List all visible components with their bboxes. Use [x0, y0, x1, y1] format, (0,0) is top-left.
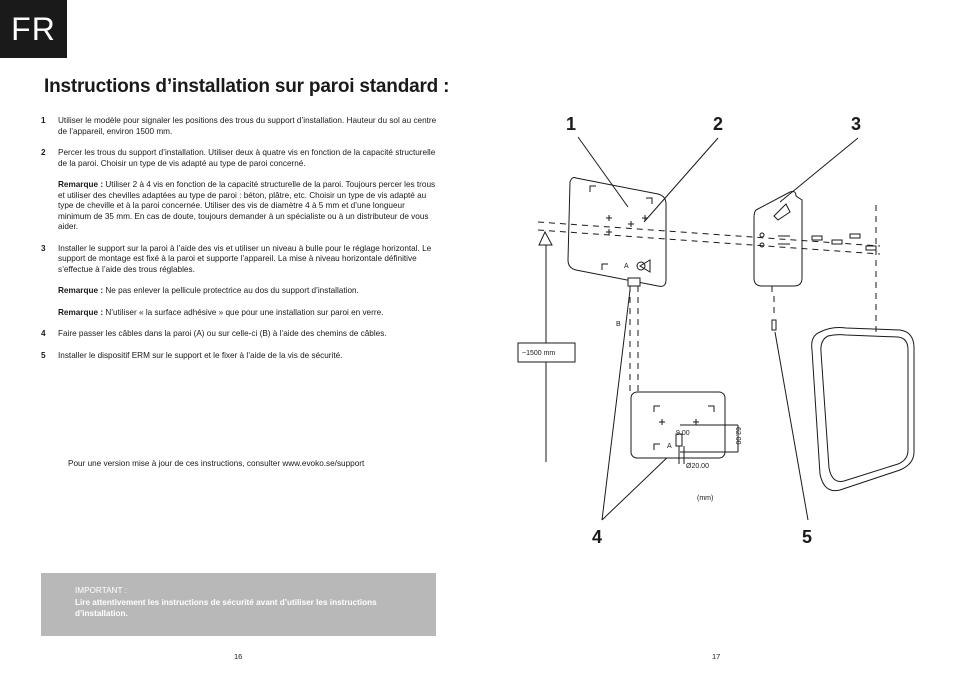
leader-line-4b — [602, 452, 673, 520]
level-triangle — [539, 232, 552, 245]
language-tab: FR — [0, 0, 67, 58]
diagram-number-5: 5 — [802, 527, 813, 547]
step-number: 1 — [41, 116, 46, 125]
screw-icon — [812, 236, 822, 240]
step-text: Installer le dispositif ERM sur le support et le fixer à l’aide de la vis de sécurité. — [58, 350, 343, 360]
erm-device-front — [821, 335, 908, 482]
diagram-number-1: 1 — [566, 114, 577, 134]
label-a-detail: A — [667, 443, 672, 450]
step-5 — [41, 351, 437, 362]
mounting-bracket — [754, 192, 802, 287]
note-label: Remarque : — [58, 307, 104, 317]
template-corner — [590, 186, 596, 192]
important-label: IMPORTANT : — [75, 586, 127, 595]
height-label: ~1500 mm — [522, 350, 556, 357]
label-a: A — [624, 263, 629, 270]
step-number: 3 — [41, 243, 46, 253]
dimension-62-00: 62.00 — [734, 427, 741, 445]
step-number: 2 — [41, 148, 46, 157]
installation-diagram — [510, 100, 930, 560]
step-1 — [41, 116, 437, 137]
security-screw-icon — [772, 320, 776, 330]
screw-icon — [850, 234, 860, 238]
screw-icon — [866, 246, 876, 250]
note-text: N’utiliser « la surface adhésive » que pour une installation sur paroi en verre. — [103, 307, 384, 317]
note-text: Utiliser 2 à 4 vis en fonction de la capacité structurelle de la paroi. Toujours percer les trous et utiliser des chevilles adaptées au type de paroi : béton, plâtre, etc. Choisir un type de vis adapté au type de cheville et à la paroi concernée. Utiliser des vis de diamètre 4 à 5 mm et d’une longueur minimum de 35 mm. En cas de doute, toujours demander à un spécialiste ou à un distributeur de vous aider. — [58, 180, 436, 231]
diagram-number-2: 2 — [713, 114, 724, 134]
step-note — [58, 180, 437, 233]
step-text: Faire passer les câbles dans la paroi (A) ou sur celle-ci (B) à l’aide des chemins de câbles. — [58, 329, 387, 338]
step-note — [58, 308, 437, 319]
step-4 — [41, 329, 437, 340]
bracket-tab — [774, 204, 790, 220]
alignment-line-top — [538, 222, 880, 246]
step-number: 4 — [41, 329, 46, 338]
label-b: B — [616, 321, 621, 328]
leader-line-5 — [775, 332, 808, 520]
page-number-right: 17 — [712, 652, 721, 661]
note-label: Remarque : — [58, 180, 104, 189]
page-number-left: 16 — [234, 652, 243, 661]
steps-list — [41, 116, 437, 372]
step-text: Utiliser le modèle pour signaler les positions des trous du support d’installation. Hauteur du sol au centre de l’appareil, environ 1500 mm. — [58, 116, 437, 136]
template-corner — [602, 264, 608, 270]
step-text: Percer les trous du support d’installation. Utiliser deux à quatre vis en fonction de la capacité structurelle de la paroi. Choisir un type de vis adapté au type de paroi concerné. — [58, 148, 436, 168]
dimension-9-00: 9.00 — [676, 430, 690, 437]
step-note — [58, 286, 437, 297]
note-text: Ne pas enlever la pellicule protectrice au dos du support d’installation. — [103, 286, 359, 295]
screw-icon — [832, 240, 842, 244]
template-corner — [646, 198, 652, 204]
important-box — [41, 573, 436, 636]
dimension-d20-00: Ø20.00 — [686, 463, 709, 470]
leader-line-1 — [578, 137, 628, 207]
diagram-number-4: 4 — [592, 527, 603, 547]
page-title: Instructions d’installation sur paroi standard : — [44, 76, 450, 97]
erm-device — [812, 328, 914, 491]
units-label: (mm) — [697, 495, 714, 502]
step-2 — [41, 148, 437, 233]
leader-line-2 — [644, 138, 718, 222]
diagram-number-3: 3 — [851, 114, 862, 134]
support-note: Pour une version mise à jour de ces instructions, consulter www.evoko.se/support — [68, 459, 365, 468]
leader-line-3 — [780, 138, 858, 202]
step-3 — [41, 244, 437, 319]
wall-template — [568, 178, 666, 287]
step-number: 5 — [41, 350, 46, 360]
important-text: Lire attentivement les instructions de sécurité avant d’utiliser les instructions d’installation. — [75, 598, 377, 618]
cable-channel-b — [628, 278, 640, 286]
step-text: Installer le support sur la paroi à l’aide des vis et utiliser un niveau à bulle pour le réglage horizontal. Le support de montage est fixé à la paroi et supporte l’appareil. La mise à niveau horizontale définitive s’effectue à l’aide des trous réglables. — [58, 243, 432, 274]
note-label: Remarque : — [58, 286, 104, 295]
